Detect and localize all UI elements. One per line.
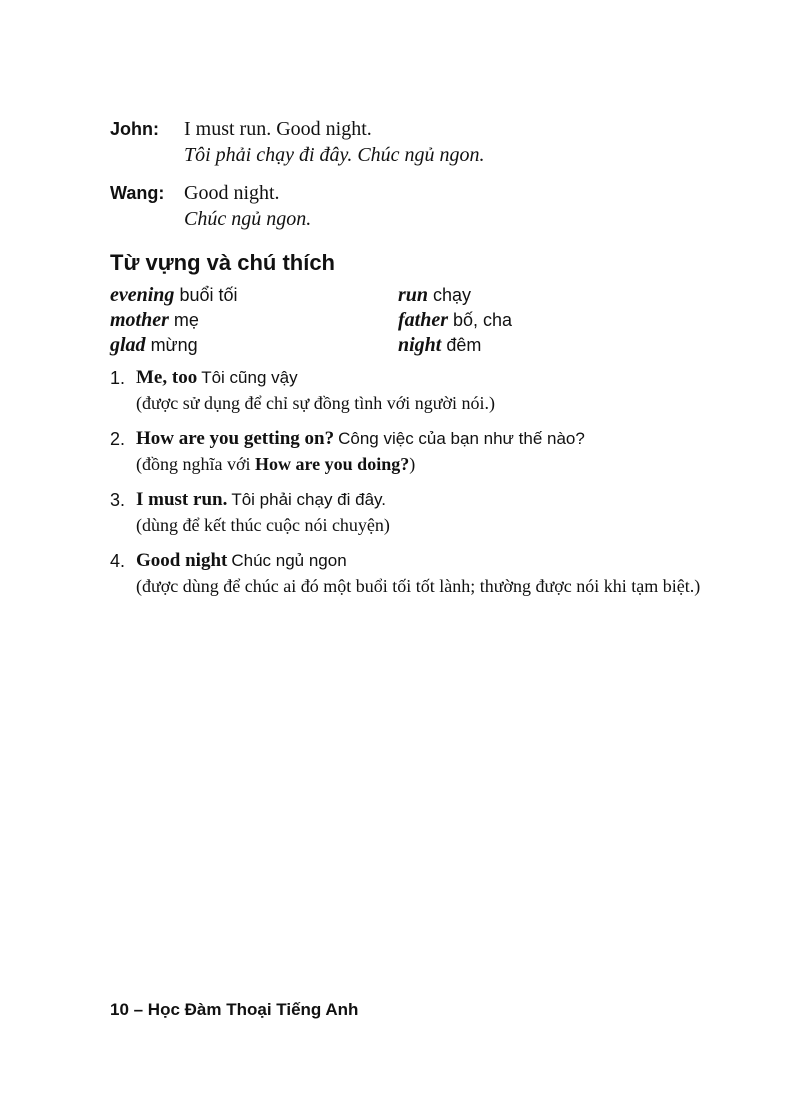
note-body xyxy=(136,549,700,598)
vocab-entry xyxy=(398,283,471,308)
note-term: How are you getting on? xyxy=(136,428,335,449)
notes-list xyxy=(110,366,710,610)
vocab-meaning: chạy xyxy=(433,285,472,305)
note-item xyxy=(110,549,710,598)
note-explanation xyxy=(136,452,585,476)
vocab-word: evening xyxy=(110,284,175,306)
note-body xyxy=(136,366,495,415)
vocab-word: run xyxy=(398,284,429,306)
note-translation: Chúc ngủ ngon xyxy=(231,551,347,570)
vocab-row xyxy=(110,283,630,308)
note-explanation: (được sử dụng để chỉ sự đồng tình với người nói.) xyxy=(136,393,496,413)
english-line: I must run. Good night. xyxy=(184,118,372,140)
speaker-label: Wang: xyxy=(110,183,165,203)
speaker-label: John: xyxy=(110,119,159,139)
vocab-meaning: đêm xyxy=(446,335,482,355)
note-number: 1. xyxy=(110,368,126,388)
note-body xyxy=(136,488,390,537)
note-number: 3. xyxy=(110,490,126,510)
vocab-entry xyxy=(398,308,512,333)
note-explanation-suffix: ) xyxy=(409,454,416,474)
vocab-meaning: bố, cha xyxy=(453,310,513,330)
note-term: Me, too xyxy=(136,367,198,388)
vocab-entry xyxy=(110,333,398,358)
note-term: Good night xyxy=(136,550,228,571)
note-explanation-prefix: (đồng nghĩa với xyxy=(136,454,256,474)
vocab-row xyxy=(110,333,630,358)
note-number: 4. xyxy=(110,551,126,571)
page-footer: 10 – Học Đàm Thoại Tiếng Anh xyxy=(110,1000,359,1019)
english-line: Good night. xyxy=(184,182,280,204)
note-translation: Tôi phải chạy đi đây. xyxy=(231,490,386,509)
note-translation: Tôi cũng vậy xyxy=(201,368,298,387)
dialog-turn xyxy=(110,116,710,168)
vietnamese-line: Chúc ngủ ngon. xyxy=(184,208,312,230)
vocab-meaning: buổi tối xyxy=(179,285,238,305)
vocab-word: night xyxy=(398,334,442,356)
vocab-word: mother xyxy=(110,309,169,331)
vocab-list xyxy=(110,283,630,358)
note-item xyxy=(110,488,710,537)
vocab-entry xyxy=(110,308,398,333)
vocab-meaning: mừng xyxy=(150,335,198,355)
note-explanation: (dùng để kết thúc cuộc nói chuyện) xyxy=(136,515,390,535)
dialog xyxy=(110,116,710,244)
note-number: 2. xyxy=(110,429,126,449)
vocab-entry xyxy=(110,283,398,308)
vocab-entry xyxy=(398,333,481,358)
note-explanation-bold: How are you doing? xyxy=(255,454,410,474)
note-term: I must run. xyxy=(136,489,228,510)
vocab-meaning: mẹ xyxy=(173,310,199,330)
note-translation: Công việc của bạn như thế nào? xyxy=(338,429,585,448)
note-item xyxy=(110,427,710,476)
vocab-row xyxy=(110,308,630,333)
note-item xyxy=(110,366,710,415)
dialog-lines xyxy=(184,180,311,232)
dialog-turn xyxy=(110,180,710,232)
dialog-lines xyxy=(184,116,485,168)
note-explanation: (được dùng để chúc ai đó một buổi tối tốt lành; thường được nói khi tạm biệt.) xyxy=(136,576,701,596)
vocab-heading: Từ vựng và chú thích xyxy=(110,250,335,275)
vocab-word: father xyxy=(398,309,448,331)
note-body xyxy=(136,427,585,476)
vietnamese-line: Tôi phải chạy đi đây. Chúc ngủ ngon. xyxy=(184,144,485,166)
vocab-word: glad xyxy=(110,334,146,356)
